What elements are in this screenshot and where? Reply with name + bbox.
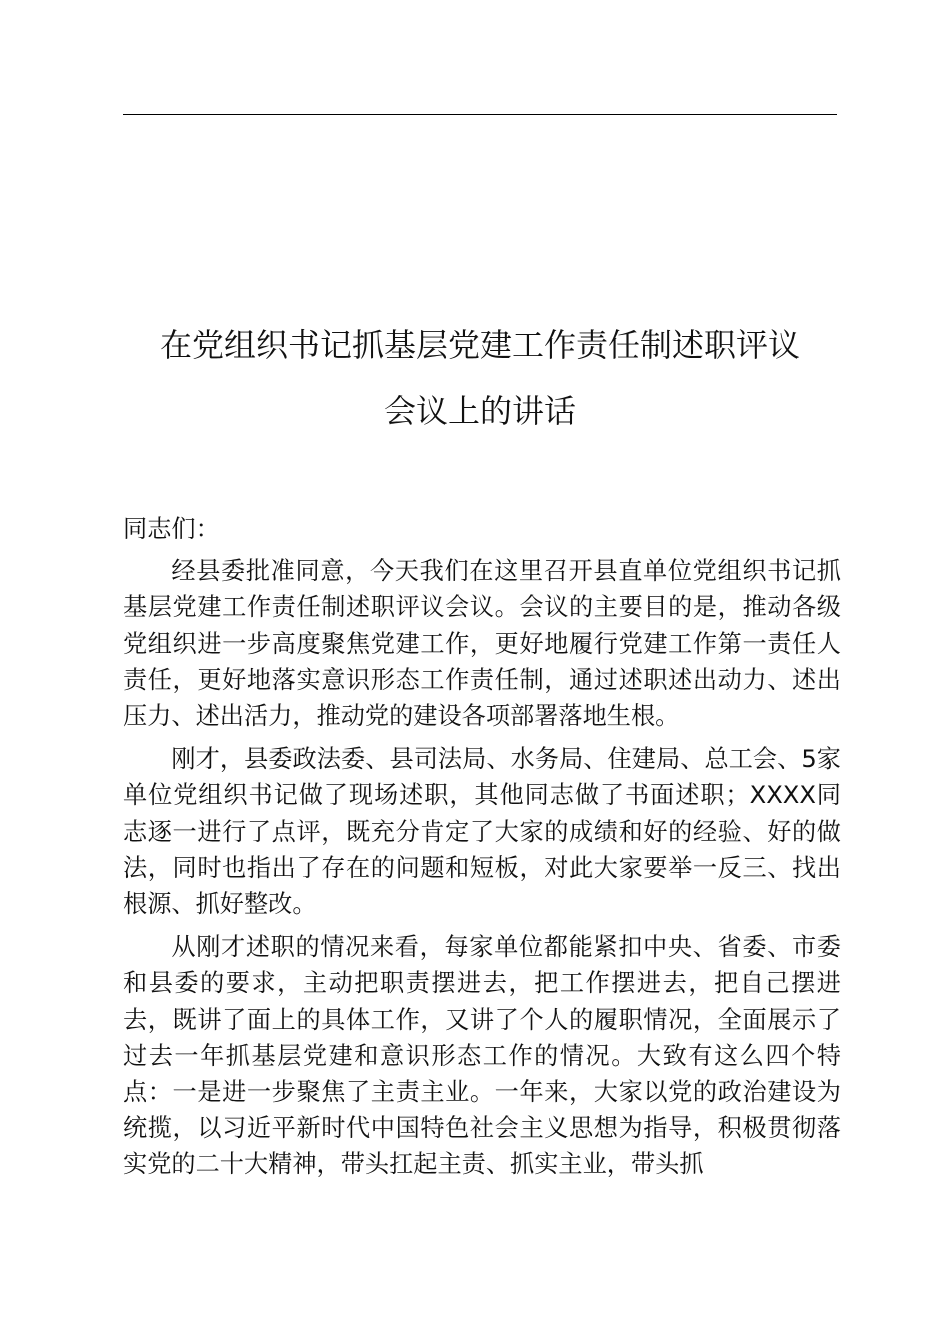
header-rule	[123, 114, 837, 115]
paragraph-2: 刚才，县委政法委、县司法局、水务局、住建局、总工会、5家单位党组织书记做了现场述职，其他同志做了书面述职；XXXX同志逐一进行了点评，既充分肯定了大家的成绩和好的经验、好的做法，同时也指出了存在的问题和短板，对此大家要举一反三、找出根源、抓好整改。	[123, 745, 841, 919]
paragraph-1: 经县委批准同意，今天我们在这里召开县直单位党组织书记抓基层党建工作责任制述职评议会议。会议的主要目的是，推动各级党组织进一步高度聚焦党建工作，更好地履行党建工作第一责任人责任，更好地落实意识形态工作责任制，通过述职述出动力、述出压力、述出活力，推动党的建设各项部署落地生根。	[123, 557, 841, 731]
document-body	[123, 511, 841, 1190]
title-line-2: 会议上的讲话	[383, 392, 576, 430]
salutation: 同志们：	[123, 515, 220, 543]
paragraph-3: 从刚才述职的情况来看，每家单位都能紧扣中央、省委、市委和县委的要求，主动把职责摆进去，把工作摆进去，把自己摆进去，既讲了面上的具体工作，又讲了个人的履职情况，全面展示了过去一年抓基层党建和意识形态工作的情况。大致有这么四个特点：一是进一步聚焦了主责主业。一年来，大家以党的政治建设为统揽，以习近平新时代中国特色社会主义思想为指导，积极贯彻落实党的二十大精神，带头扛起主责、抓实主业，带头抓	[123, 933, 841, 1179]
title-line-1: 在党组织书记抓基层党建工作责任制述职评议	[159, 326, 800, 364]
document-title	[123, 312, 837, 444]
